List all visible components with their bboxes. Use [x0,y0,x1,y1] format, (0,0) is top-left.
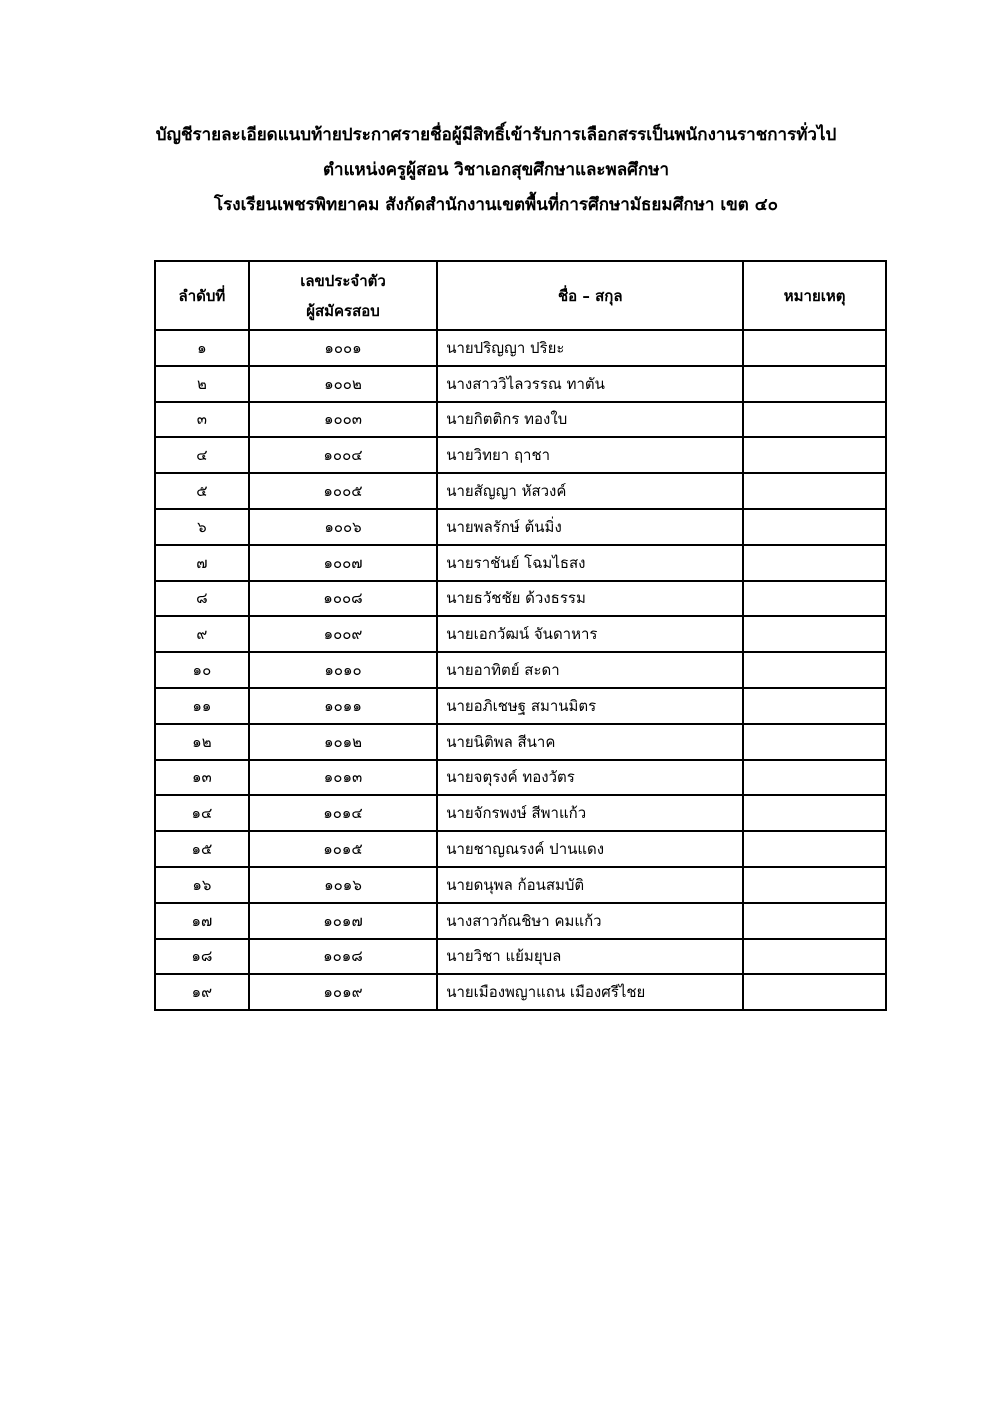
order-cell: ๑๕ [155,831,249,867]
name-cell: นายชาญณรงค์ ปานแดง [437,831,743,867]
name-cell: นางสาวกัณชิษา คมแก้ว [437,903,743,939]
remark-cell [743,366,886,402]
candidate-id-cell: ๑๐๑๙ [249,974,437,1010]
name-cell: นายปริญญา ปริยะ [437,330,743,366]
remark-cell [743,330,886,366]
table-row [155,974,886,1010]
name-cell: นายกิตติกร ทองใบ [437,402,743,438]
remark-cell [743,974,886,1010]
name-cell: นายดนุพล ก้อนสมบัติ [437,867,743,903]
remark-cell [743,688,886,724]
remark-cell [743,903,886,939]
order-cell: ๗ [155,545,249,581]
candidate-id-cell: ๑๐๑๕ [249,831,437,867]
remark-cell [743,795,886,831]
table-row [155,581,886,617]
candidate-id-cell: ๑๐๐๖ [249,509,437,545]
candidate-id-cell: ๑๐๐๙ [249,616,437,652]
name-cell: นายราชันย์ โฉมไธสง [437,545,743,581]
candidate-id-cell: ๑๐๐๓ [249,402,437,438]
order-cell: ๖ [155,509,249,545]
table-row [155,867,886,903]
table-row [155,760,886,796]
title-line-2: ตำแหน่งครูผู้สอน วิชาเอกสุขศึกษาและพลศึกษา [322,160,669,180]
title-line-1: บัญชีรายละเอียดแนบท้ายประกาศรายชื่อผู้มีสิทธิ์เข้ารับการเลือกสรรเป็นพนักงานราชการทั่วไป [155,125,837,145]
order-cell: ๑๓ [155,760,249,796]
table-row [155,903,886,939]
candidate-table [154,260,887,1011]
title-line-3: โรงเรียนเพชรพิทยาคม สังกัดสำนักงานเขตพื้นที่การศึกษามัธยมศึกษา เขต ๔๐ [214,195,778,215]
table-row [155,437,886,473]
order-cell: ๑ [155,330,249,366]
name-cell: นายอาทิตย์ สะดา [437,652,743,688]
table-row [155,545,886,581]
table-body [155,330,886,1010]
remark-cell [743,724,886,760]
header-remark: หมายเหตุ [743,261,886,330]
order-cell: ๑๐ [155,652,249,688]
candidate-id-cell: ๑๐๑๖ [249,867,437,903]
order-cell: ๓ [155,402,249,438]
candidate-id-cell: ๑๐๐๒ [249,366,437,402]
remark-cell [743,545,886,581]
table-row [155,652,886,688]
order-cell: ๑๖ [155,867,249,903]
name-cell: นายธวัชชัย ด้วงธรรม [437,581,743,617]
remark-cell [743,831,886,867]
name-cell: นายวิชา แย้มยุบล [437,939,743,975]
header-name: ชื่อ – สกุล [437,261,743,330]
table-row [155,939,886,975]
candidate-id-cell: ๑๐๑๔ [249,795,437,831]
header-order: ลำดับที่ [155,261,249,330]
table-row [155,616,886,652]
order-cell: ๘ [155,581,249,617]
candidate-id-cell: ๑๐๑๐ [249,652,437,688]
remark-cell [743,473,886,509]
table-row [155,688,886,724]
remark-cell [743,581,886,617]
order-cell: ๒ [155,366,249,402]
candidate-id-cell: ๑๐๑๘ [249,939,437,975]
candidate-id-cell: ๑๐๐๔ [249,437,437,473]
remark-cell [743,652,886,688]
document-title [0,118,992,223]
remark-cell [743,402,886,438]
order-cell: ๑๗ [155,903,249,939]
name-cell: นายวิทยา ฤาชา [437,437,743,473]
table-row [155,330,886,366]
order-cell: ๕ [155,473,249,509]
candidate-id-cell: ๑๐๐๕ [249,473,437,509]
table-row [155,366,886,402]
name-cell: นายจตุรงค์ ทองวัตร [437,760,743,796]
name-cell: นายอภิเชษฐ สมานมิตร [437,688,743,724]
header-candidate-id [249,261,437,330]
name-cell: นายเอกวัฒน์ จันดาหาร [437,616,743,652]
name-cell: นายจักรพงษ์ สีพาแก้ว [437,795,743,831]
candidate-id-cell: ๑๐๑๓ [249,760,437,796]
name-cell: นายสัญญา หัสวงค์ [437,473,743,509]
table-row [155,831,886,867]
order-cell: ๑๒ [155,724,249,760]
order-cell: ๑๑ [155,688,249,724]
remark-cell [743,867,886,903]
table-row [155,795,886,831]
header-id-line-1: เลขประจำตัว [300,271,386,290]
candidate-id-cell: ๑๐๐๘ [249,581,437,617]
order-cell: ๑๙ [155,974,249,1010]
order-cell: ๑๔ [155,795,249,831]
table-row [155,402,886,438]
name-cell: นายนิติพล สีนาค [437,724,743,760]
order-cell: ๔ [155,437,249,473]
candidate-id-cell: ๑๐๑๑ [249,688,437,724]
table-header-row [155,261,886,330]
name-cell: นายพลรักษ์ ต้นมิ่ง [437,509,743,545]
table-row [155,473,886,509]
header-id-line-2: ผู้สมัครสอบ [306,301,380,320]
candidate-id-cell: ๑๐๑๗ [249,903,437,939]
table-row [155,509,886,545]
remark-cell [743,939,886,975]
remark-cell [743,509,886,545]
candidate-id-cell: ๑๐๐๑ [249,330,437,366]
order-cell: ๑๘ [155,939,249,975]
order-cell: ๙ [155,616,249,652]
table-row [155,724,886,760]
candidate-id-cell: ๑๐๑๒ [249,724,437,760]
remark-cell [743,616,886,652]
name-cell: นางสาววิไลวรรณ ทาตัน [437,366,743,402]
name-cell: นายเมืองพญาแถน เมืองศรีไชย [437,974,743,1010]
remark-cell [743,760,886,796]
remark-cell [743,437,886,473]
candidate-id-cell: ๑๐๐๗ [249,545,437,581]
